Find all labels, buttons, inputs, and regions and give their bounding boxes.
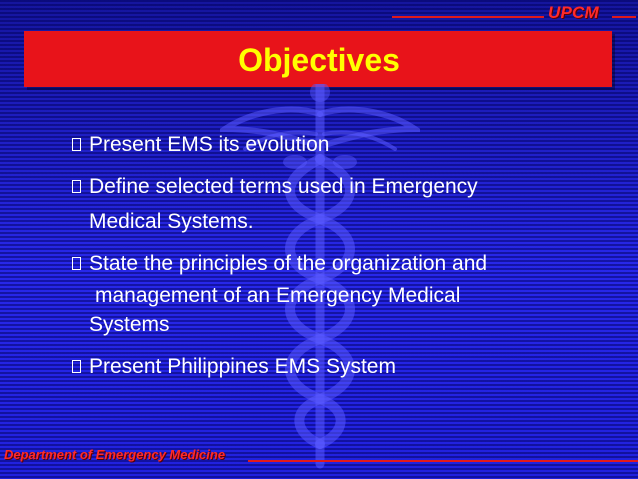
list-item-text: Present Philippines EMS System (89, 355, 396, 378)
header-rule-left (392, 16, 544, 18)
list-item-text: management of an Emergency Medical (95, 284, 461, 307)
objectives-list (72, 130, 602, 394)
list-item (72, 352, 602, 381)
square-bullet-icon (72, 138, 81, 151)
list-item (72, 249, 602, 339)
list-item-text: Present EMS its evolution (89, 133, 330, 156)
department-tag: Department of Emergency Medicine (4, 447, 226, 462)
square-bullet-icon (72, 257, 81, 270)
square-bullet-icon (72, 180, 81, 193)
footer-rule (248, 460, 638, 462)
slide-title: Objectives (238, 42, 400, 78)
square-bullet-icon (72, 360, 81, 373)
list-item-text: State the principles of the organization and (89, 252, 488, 275)
list-item-text: Define selected terms used in Emergency (89, 175, 478, 198)
list-item (72, 172, 602, 236)
institution-tag: UPCM (548, 3, 599, 22)
list-item (72, 130, 602, 159)
header-rule-right (612, 16, 636, 18)
list-item-text: Medical Systems. (89, 210, 254, 233)
list-item-text: Systems (89, 313, 170, 336)
